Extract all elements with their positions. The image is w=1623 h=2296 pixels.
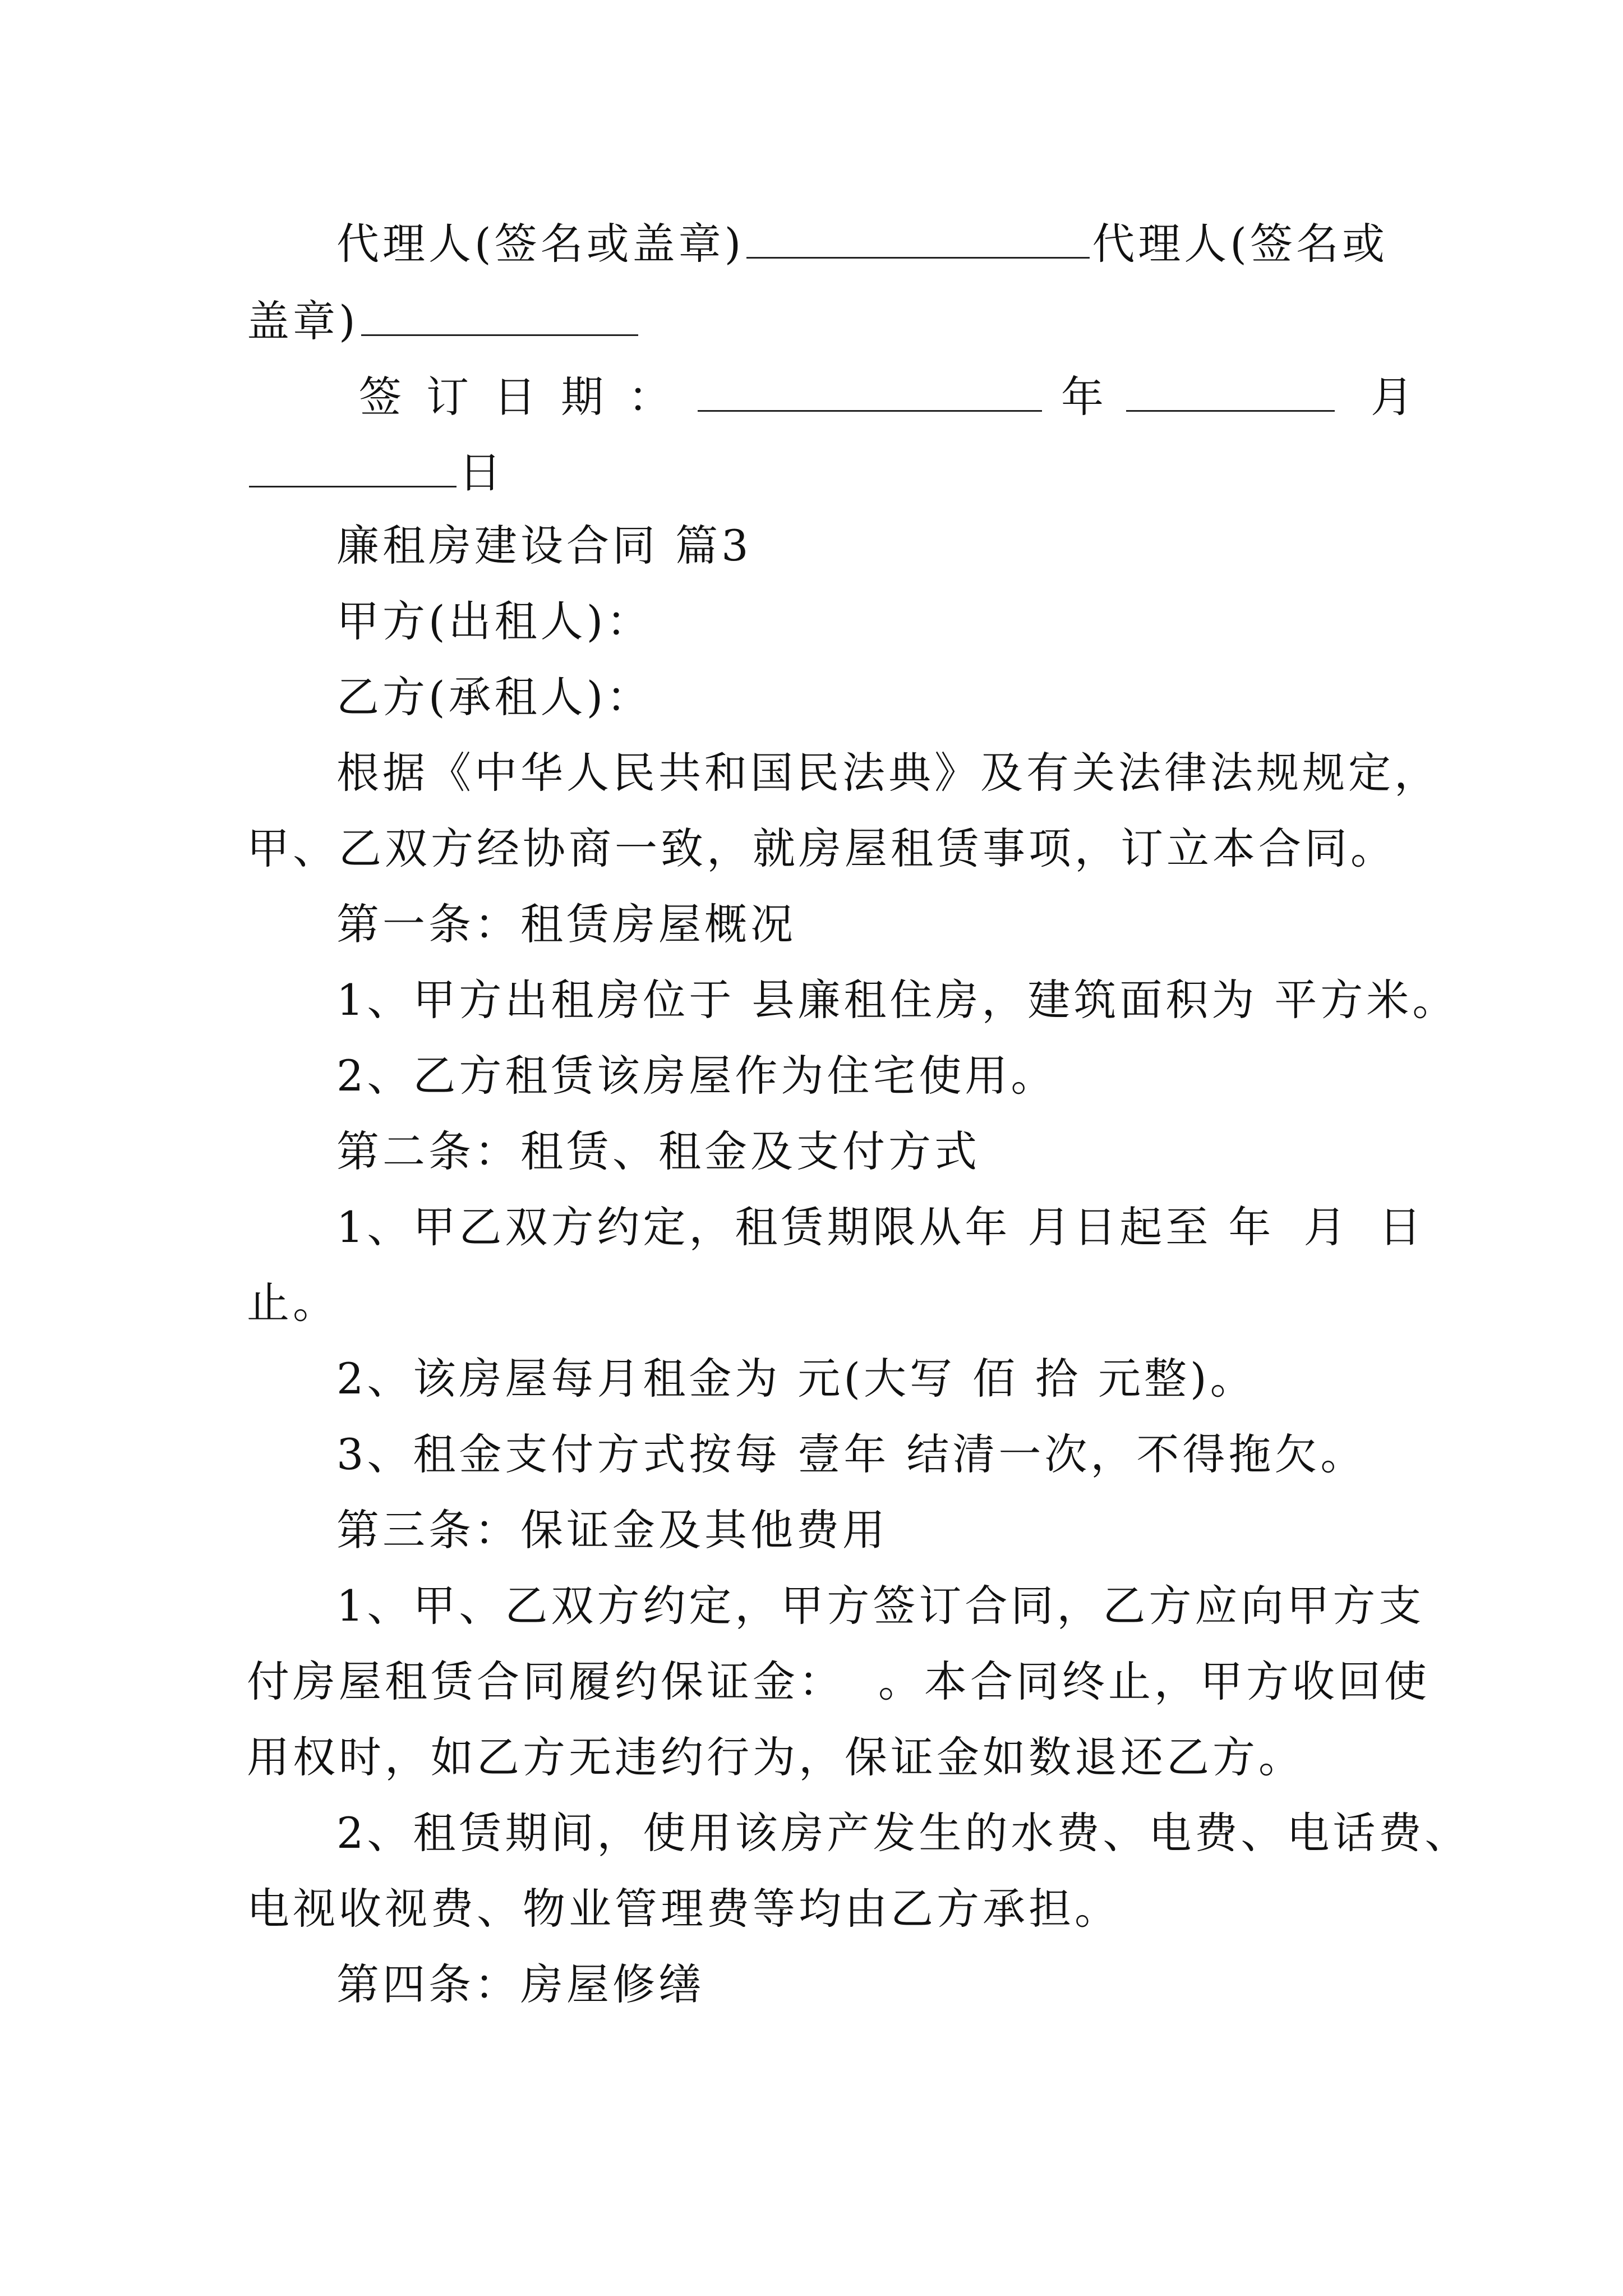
article-2-item-1 xyxy=(336,1200,1425,1254)
article-2-item-2-part-b: 元(大写 xyxy=(797,1354,956,1404)
article-2-item-3-part-b: 壹年 xyxy=(797,1429,890,1479)
article-2-item-1-part-b: 月日起至 xyxy=(1027,1202,1212,1252)
article-2-item-2-part-a: 2、该房屋每月租金为 xyxy=(336,1354,781,1404)
agent-a-label: 代理人(签名或盖章) xyxy=(336,219,745,269)
article-2-item-1-part-c: 年 xyxy=(1228,1202,1275,1252)
party-b-label: 乙方(承租人)： xyxy=(336,672,653,722)
day-label: 日 xyxy=(459,448,505,498)
month-label: 月 xyxy=(1371,372,1417,422)
article-3-item-2-line-2: 电视收视费、物业管理费等均由乙方承担。 xyxy=(247,1884,1121,1934)
article-2-item-3-part-a: 3、租金支付方式按每 xyxy=(336,1429,781,1479)
article-3-item-1-line-3: 用权时，如乙方无违约行为，保证金如数退还乙方。 xyxy=(247,1732,1304,1782)
article-2-item-1-part-e: 日 xyxy=(1378,1202,1425,1252)
article-1-title: 第一条：租赁房屋概况 xyxy=(336,899,796,949)
article-2-item-2 xyxy=(336,1352,1380,1406)
section-title: 廉租房建设合同 篇3 xyxy=(336,521,752,570)
article-3-item-1-line-2-part-a: 付房屋租赁合同履约保证金： xyxy=(247,1657,845,1706)
article-3-item-1-line-1: 1、甲、乙双方约定，甲方签订合同，乙方应向甲方支 xyxy=(336,1581,1425,1631)
article-2-item-3-part-c: 结清一次，不得拖欠。 xyxy=(906,1429,1367,1479)
year-field[interactable] xyxy=(698,375,1042,412)
article-3-title: 第三条：保证金及其他费用 xyxy=(336,1505,888,1555)
article-1-item-1-part-b: 县廉租住房，建筑面积为 xyxy=(751,975,1258,1025)
day-field[interactable] xyxy=(249,451,457,487)
agent-signature-row-cont xyxy=(247,295,1380,348)
sign-date-row-cont xyxy=(247,446,1380,500)
article-2-item-1-cont: 止。 xyxy=(247,1278,339,1328)
article-2-item-2-part-d: 拾 xyxy=(1035,1354,1082,1404)
agent-a-signature-field[interactable] xyxy=(746,222,1090,259)
article-4-title: 第四条：房屋修缮 xyxy=(336,1959,704,2009)
article-2-item-3 xyxy=(336,1428,1380,1481)
article-1-item-1 xyxy=(336,973,1459,1027)
article-2-title: 第二条：租赁、租金及支付方式 xyxy=(336,1126,980,1176)
article-1-item-1-part-c: 平方米。 xyxy=(1274,975,1459,1025)
agent-b-label: 代理人(签名或 xyxy=(1092,219,1388,269)
agent-b-signature-field[interactable] xyxy=(361,300,638,336)
sign-date-row xyxy=(359,370,1417,424)
article-3-item-2-line-1: 2、租赁期间，使用该房产发生的水费、电费、电话费、 xyxy=(336,1808,1471,1858)
article-1-item-2: 2、乙方租赁该房屋作为住宅使用。 xyxy=(336,1051,1057,1101)
article-3-item-1-line-2-part-b: 。本合同终止，甲方收回使 xyxy=(878,1657,1430,1706)
article-3-item-1-line-2 xyxy=(247,1655,1430,1709)
article-2-item-1-part-d: 月 xyxy=(1303,1202,1350,1252)
article-1-item-1-part-a: 1、甲方出租房位于 xyxy=(336,975,735,1025)
agent-b-label-cont: 盖章) xyxy=(247,296,359,346)
party-a-label: 甲方(出租人)： xyxy=(336,596,653,646)
article-2-item-2-part-c: 佰 xyxy=(972,1354,1019,1404)
year-label: 年 xyxy=(1061,372,1107,422)
agent-signature-row xyxy=(336,217,1388,271)
intro-line-1: 根据《中华人民共和国民法典》及有关法律法规规定， xyxy=(336,748,1440,798)
article-2-item-2-part-e: 元整)。 xyxy=(1098,1354,1256,1404)
month-field[interactable] xyxy=(1126,375,1335,412)
sign-date-label: 签订日期： xyxy=(359,372,695,422)
intro-line-2: 甲、乙双方经协商一致，就房屋租赁事项，订立本合同。 xyxy=(247,823,1396,873)
article-2-item-1-part-a: 1、甲乙双方约定，租赁期限从年 xyxy=(336,1202,1011,1252)
